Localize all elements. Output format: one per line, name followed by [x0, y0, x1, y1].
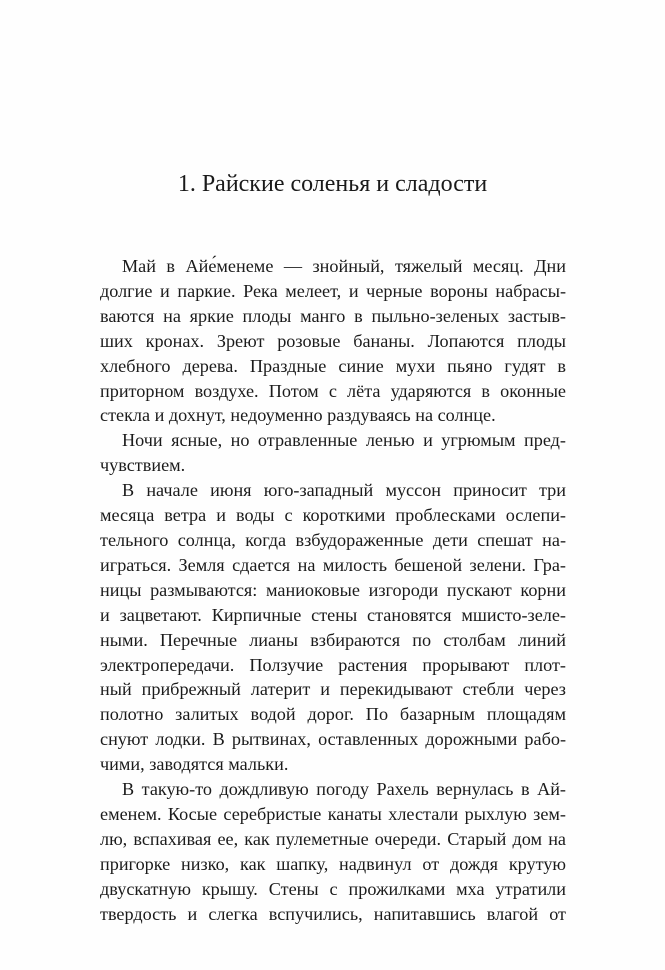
text-line: еменем. Косые серебристые канаты хлестали рыхлую зем-: [100, 803, 566, 824]
text-line: ными. Перечные лианы взбираются по столбам линий: [100, 629, 566, 650]
chapter-title: 1. Райские соленья и сладости: [177, 171, 488, 197]
text-line: ный прибрежный латерит и перекидывают стебли через: [100, 679, 566, 700]
chapter-body: [100, 254, 566, 926]
text-line: снуют лодки. В рытвинах, оставленных дорожными рабо-: [100, 729, 566, 750]
text-line: В такую-то дождливую погоду Рахель вернулась в Ай-: [122, 779, 566, 800]
text-line: Ночи ясные, но отравленные ленью и угрюмым пред-: [122, 430, 566, 451]
text-line: полотно залитых водой дорог. По базарным площадям: [100, 704, 566, 725]
text-line: ших кронах. Зреют розовые бананы. Лопаются плоды: [100, 330, 566, 351]
text-line: приторном воздухе. Потом с лёта ударяются в оконные: [100, 380, 566, 401]
text-line: пригорке низко, как шапку, надвинул от дождя крутую: [100, 853, 566, 874]
paragraph-2: [100, 428, 566, 478]
text-line: ницы размываются: маниоковые изгороди пускают корни: [100, 579, 566, 600]
text-line: хлебного дерева. Праздные синие мухи пьяно гудят в: [100, 355, 566, 376]
text-line: двускатную крышу. Стены с прожилками мха утратили: [100, 878, 566, 899]
paragraph-3: [100, 478, 566, 777]
text-line: твердость и слегка вспучились, напитавшись влагой от: [100, 903, 566, 924]
text-line: электропередачи. Ползучие растения прорывают плот-: [100, 654, 566, 675]
paragraph-1: [100, 254, 566, 428]
text-line: месяца ветра и воды с короткими проблесками ослепи-: [100, 505, 566, 526]
text-line: Май в Айе́менеме — знойный, тяжелый месяц. Дни: [122, 256, 566, 276]
text-line: чувствием.: [100, 455, 186, 476]
text-line: долгие и паркие. Река мелеет, и черные вороны набрасы-: [100, 280, 566, 301]
paragraph-4: [100, 777, 566, 926]
text-line: и зацветают. Кирпичные стены становятся мшисто-зеле-: [100, 604, 566, 625]
text-line: чими, заводятся мальки.: [100, 754, 289, 775]
text-line: В начале июня юго-западный муссон приносит три: [122, 480, 566, 501]
text-line: стекла и дохнут, недоуменно раздуваясь на солнце.: [100, 405, 496, 426]
text-line: тельного солнца, когда взбудораженные дети спешат на-: [100, 529, 566, 550]
text-line: играться. Земля сдается на милость бешеной зелени. Гра-: [100, 554, 566, 575]
text-line: ваются на яркие плоды манго в пыльно-зеленых застыв-: [100, 305, 566, 326]
text-line: лю, вспахивая ее, как пулеметные очереди. Старый дом на: [100, 828, 566, 849]
